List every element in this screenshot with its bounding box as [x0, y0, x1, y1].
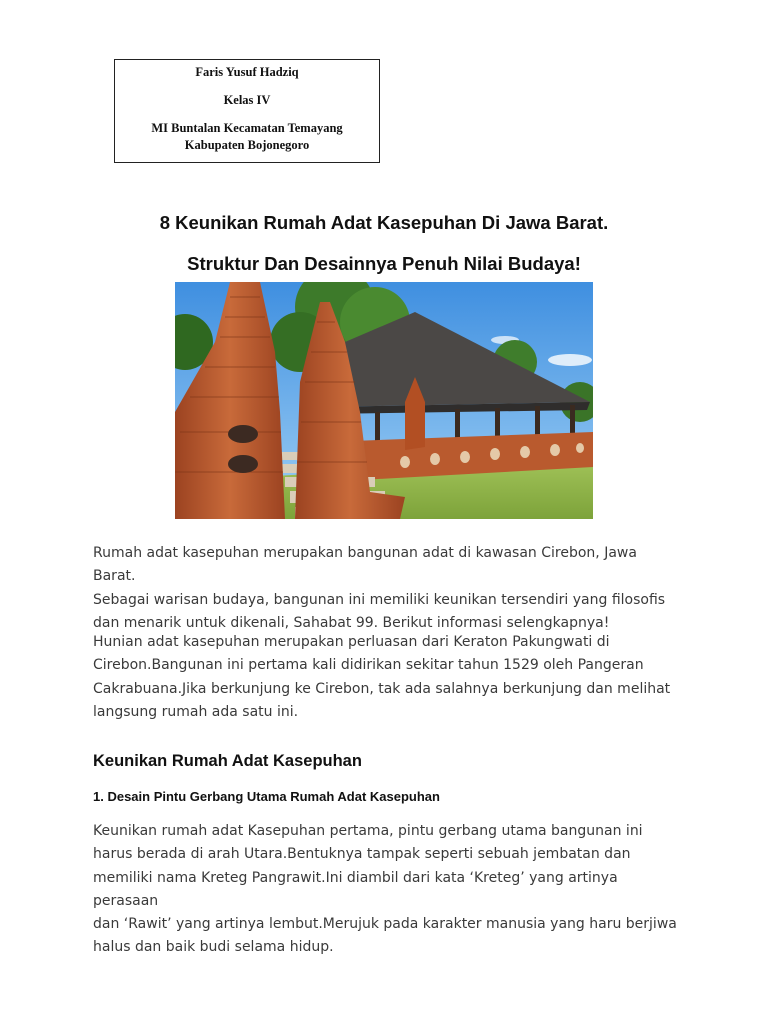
- text-line: langsung rumah ada satu ini.: [93, 703, 299, 720]
- school-name: MI Buntalan Kecamatan Temayang: [151, 121, 343, 135]
- school-regency: Kabupaten Bojonegoro: [184, 138, 310, 152]
- kasepuhan-house-illustration: [175, 282, 593, 519]
- subsection-heading: 1. Desain Pintu Gerbang Utama Rumah Adat Kasepuhan: [93, 789, 440, 804]
- article-title: 8 Keunikan Rumah Adat Kasepuhan Di Jawa Barat.: [159, 212, 609, 233]
- text-line: Keunikan rumah adat Kasepuhan pertama, pintu gerbang utama bangunan ini: [93, 823, 643, 839]
- text-line: dan ‘Rawit’ yang artinya lembut.Merujuk pada karakter manusia yang haru berjiwa: [93, 916, 677, 933]
- hero-image: [175, 282, 593, 519]
- article-subtitle: Struktur Dan Desainnya Penuh Nilai Budaya!: [187, 253, 581, 274]
- text-line: dan menarik untuk dikenali, Sahabat 99. Berikut informasi selengkapnya!: [93, 614, 610, 631]
- text-line: harus berada di arah Utara.Bentuknya tampak seperti sebuah jembatan dan: [93, 846, 631, 863]
- text-line: Rumah adat kasepuhan merupakan bangunan adat di kawasan Cirebon, Jawa Barat.: [93, 545, 637, 585]
- author-name: Faris Yusuf Hadziq: [195, 65, 299, 79]
- intro-paragraph-1: [93, 542, 683, 635]
- text-line: Hunian adat kasepuhan merupakan perluasan dari Keraton Pakungwati di: [93, 634, 610, 650]
- text-line: Cakrabuana.Jika berkunjung ke Cirebon, tak ada salahnya berkunjung dan melihat: [93, 680, 671, 697]
- author-class: Kelas IV: [223, 93, 271, 107]
- intro-paragraph-2: [93, 631, 683, 724]
- text-line: halus dan baik budi selama hidup.: [93, 939, 334, 956]
- text-line: Sebagai warisan budaya, bangunan ini memiliki keunikan tersendiri yang filosofis: [93, 591, 666, 608]
- text-line: memiliki nama Kreteg Pangrawit.Ini diambil dari kata ‘Kreteg’ yang artinya perasaan: [93, 869, 618, 909]
- section-heading: Keunikan Rumah Adat Kasepuhan: [93, 752, 362, 770]
- subsection-paragraph: [93, 820, 683, 960]
- author-info-box: [114, 59, 380, 163]
- text-line: Cirebon.Bangunan ini pertama kali didirikan sekitar tahun 1529 oleh Pangeran: [93, 657, 644, 674]
